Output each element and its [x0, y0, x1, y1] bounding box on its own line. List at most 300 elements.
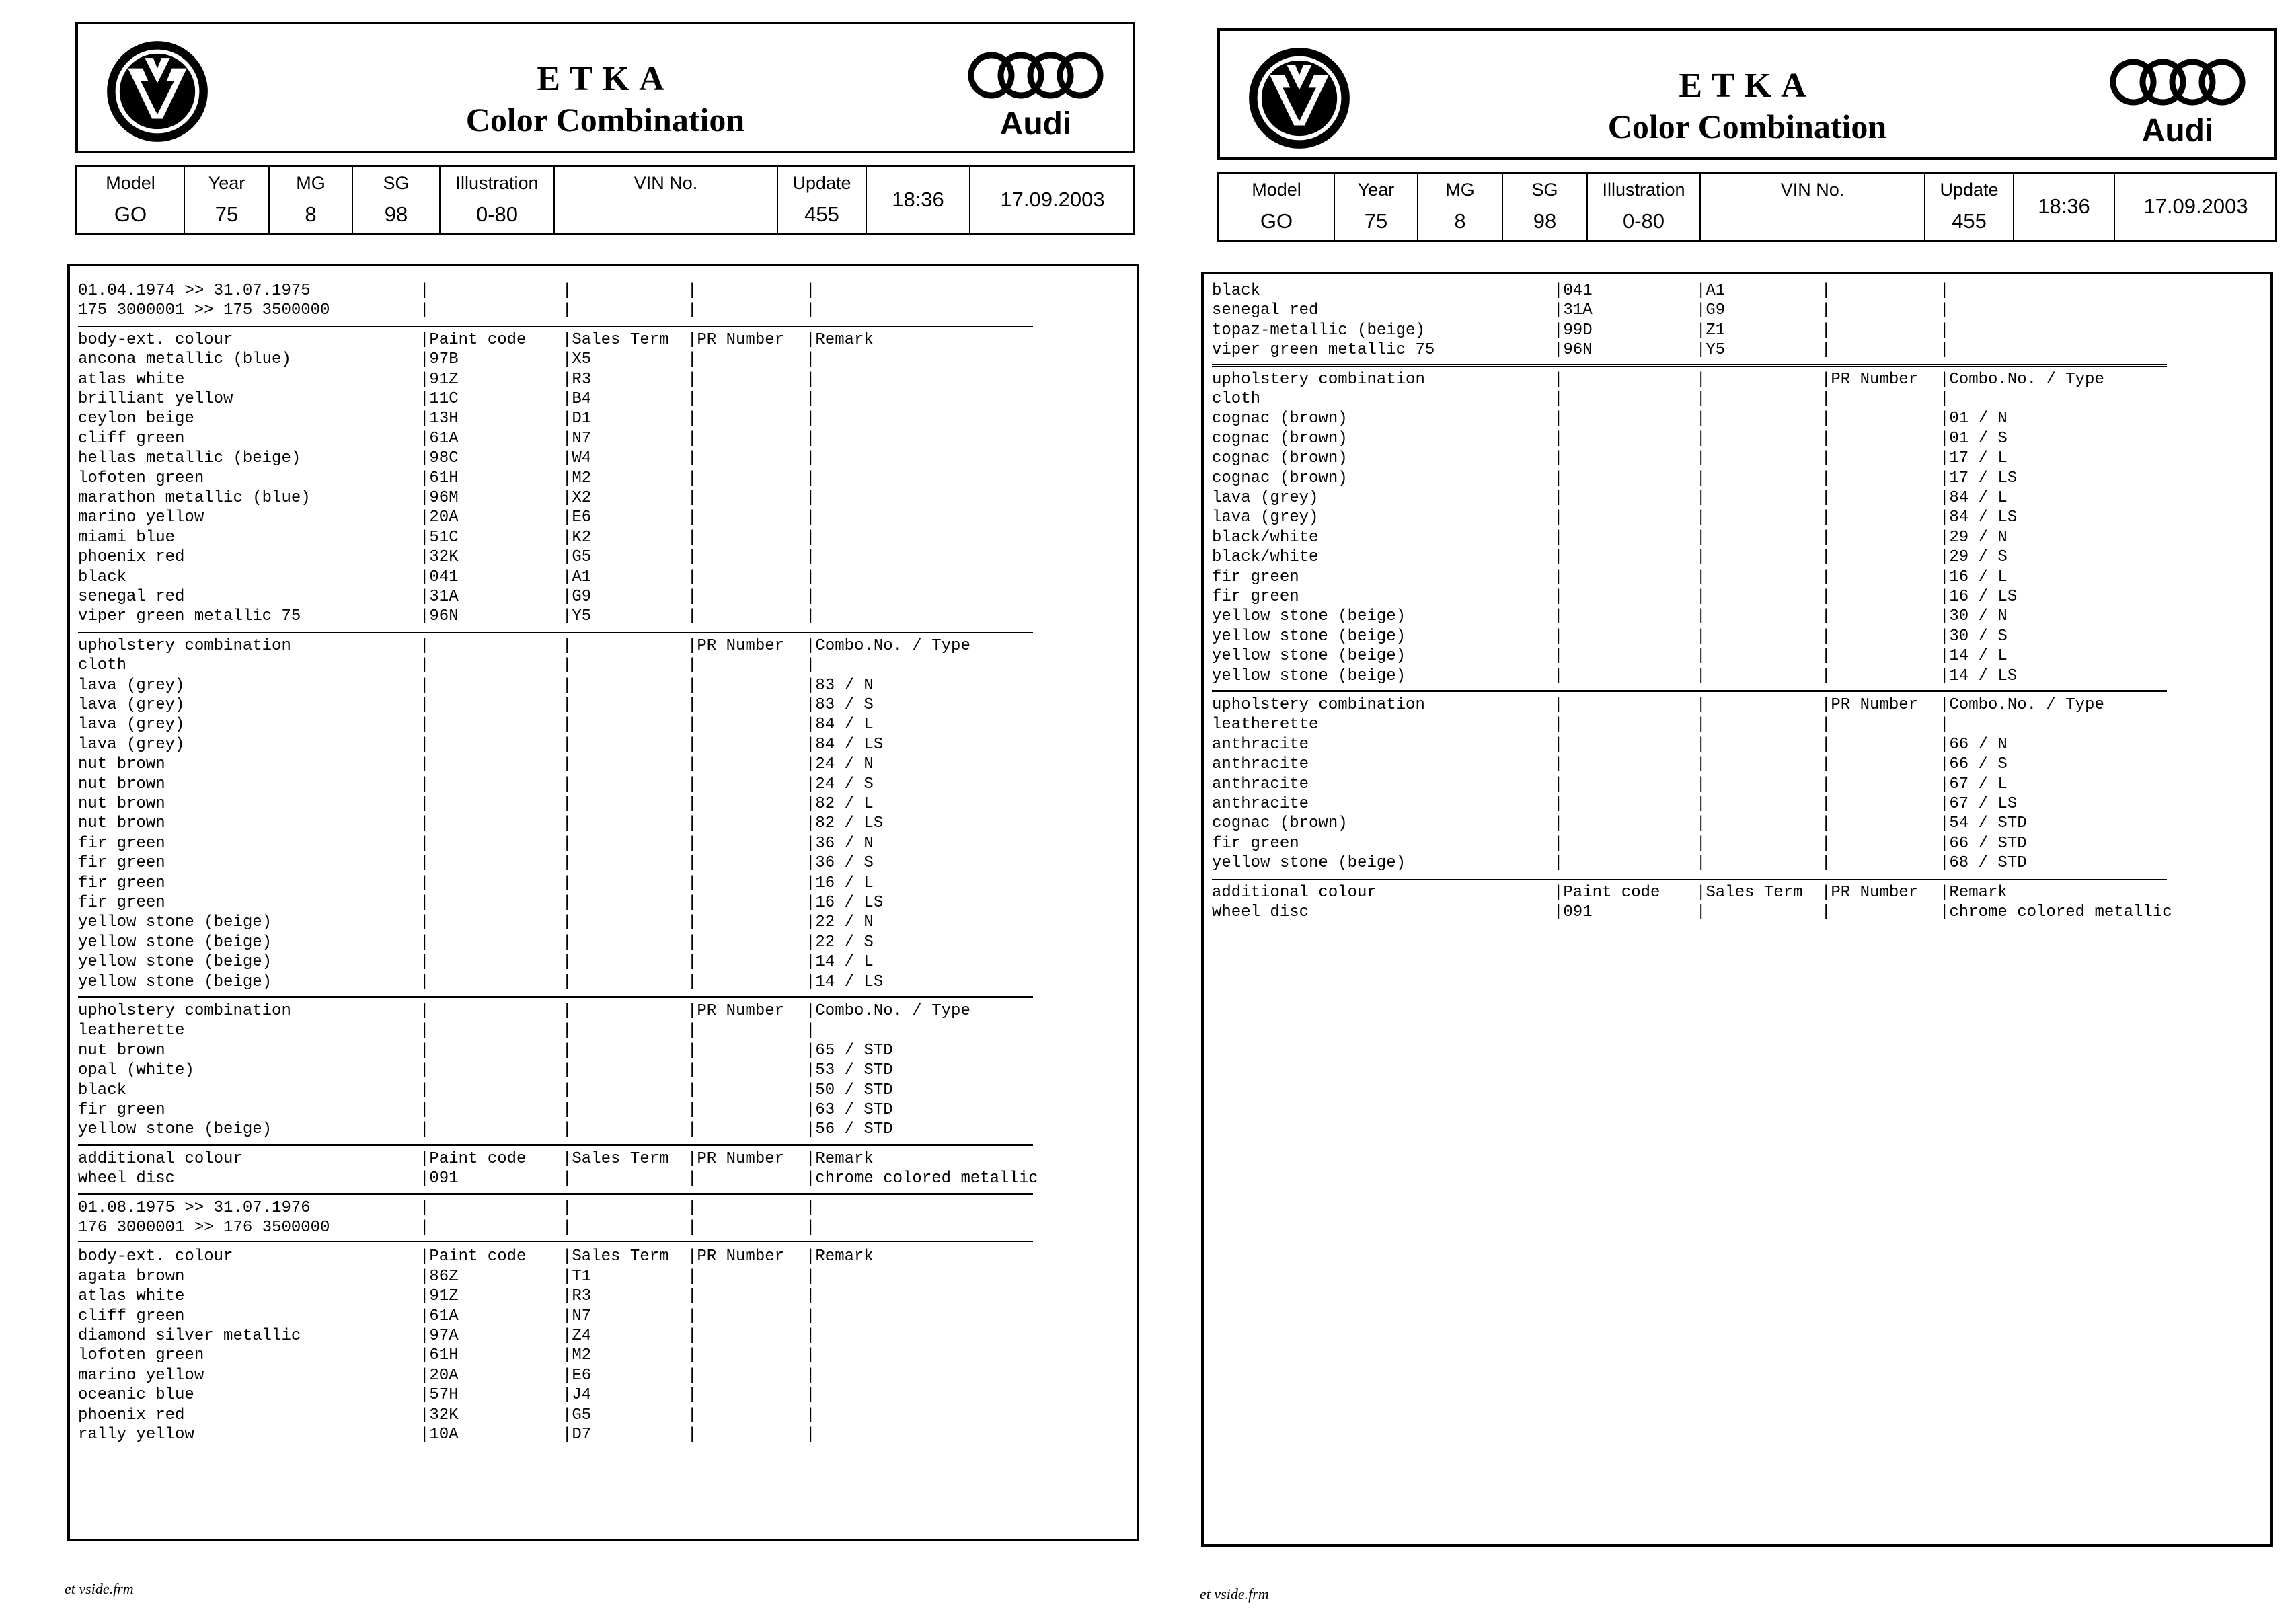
paint-code: | — [1554, 588, 1564, 606]
paint-code: | — [420, 1041, 430, 1060]
remark: |01 / N — [1940, 410, 2007, 428]
pr-number: | — [1821, 755, 1831, 774]
pr-number: | — [687, 953, 697, 972]
paint-code: |98C — [420, 449, 459, 468]
remark: | — [806, 410, 816, 428]
remark: |84 / L — [806, 716, 874, 734]
pr-number: | — [1821, 410, 1831, 428]
sales-term: | — [562, 795, 572, 813]
pr-number: |PR Number — [687, 1002, 785, 1020]
remark: |82 / LS — [806, 814, 884, 833]
sales-term: |A1 — [1696, 282, 1726, 300]
item-name: lofoten green — [78, 1346, 204, 1365]
pr-number: | — [1821, 795, 1831, 813]
sales-term: | — [562, 933, 572, 952]
vin-cell: VIN No. — [555, 167, 778, 233]
paint-code: | — [420, 1198, 430, 1217]
paint-code: | — [420, 755, 430, 774]
item-name: anthracite — [1212, 755, 1309, 774]
item-name: ceylon beige — [78, 410, 194, 428]
item-name: wheel disc — [1212, 903, 1309, 921]
item-name: yellow stone (beige) — [78, 933, 272, 952]
item-name: leatherette — [78, 1022, 185, 1040]
pr-number: |PR Number — [1821, 696, 1919, 714]
remark: | — [806, 588, 816, 606]
item-name: fir green — [1212, 588, 1299, 606]
remark: | — [806, 449, 816, 468]
paint-code: | — [1554, 489, 1564, 507]
sales-term: | — [1696, 528, 1706, 547]
item-name: upholstery combination — [1212, 696, 1425, 714]
remark: |36 / N — [806, 834, 874, 853]
pr-number: | — [687, 1426, 697, 1444]
remark: | — [806, 1426, 816, 1444]
item-name: cognac (brown) — [1212, 410, 1348, 428]
sales-term: |M2 — [562, 1346, 592, 1365]
item-name: black — [1212, 282, 1261, 300]
sales-term: | — [562, 1041, 572, 1060]
sales-term: |M2 — [562, 469, 592, 488]
paint-code: | — [420, 735, 430, 754]
remark: |50 / STD — [806, 1081, 893, 1100]
item-name: black — [78, 568, 127, 586]
pr-number: | — [1821, 469, 1831, 488]
pr-number: | — [687, 1120, 697, 1139]
pr-number: | — [687, 1198, 697, 1217]
sales-term: | — [562, 1061, 572, 1080]
item-name: yellow stone (beige) — [78, 953, 272, 972]
sales-term: | — [1696, 775, 1706, 794]
remark: | — [806, 528, 816, 547]
remark: | — [1940, 716, 1950, 734]
pr-number: | — [1821, 568, 1831, 586]
pr-number: | — [1821, 854, 1831, 873]
pr-number: | — [687, 1219, 697, 1237]
remark: |14 / L — [1940, 647, 2007, 666]
title-line-2: Color Combination — [465, 101, 745, 139]
sales-term: |X5 — [562, 350, 592, 369]
pr-number: | — [687, 1041, 697, 1060]
remark: | — [806, 548, 816, 567]
footer-form-name: et vside.frm — [65, 1580, 134, 1597]
pr-number: | — [687, 1386, 697, 1405]
paint-code: | — [1554, 647, 1564, 666]
sales-term: | — [1696, 755, 1706, 774]
item-name: lava (grey) — [78, 676, 185, 695]
item-name: marathon metallic (blue) — [78, 489, 311, 507]
paint-code: |20A — [420, 1366, 459, 1385]
pr-number: | — [1821, 814, 1831, 833]
title-line-1: ETKA — [1679, 67, 1816, 105]
item-name: yellow stone (beige) — [1212, 607, 1406, 626]
remark: | — [806, 1346, 816, 1365]
item-name: opal (white) — [78, 1061, 194, 1080]
sales-term: | — [562, 972, 572, 991]
item-name: lava (grey) — [1212, 489, 1319, 507]
sales-term: | — [562, 913, 572, 932]
paint-code: |31A — [1554, 301, 1593, 320]
sales-term: | — [1696, 469, 1706, 488]
item-name: hellas metallic (beige) — [78, 449, 301, 468]
item-name: anthracite — [1212, 795, 1309, 813]
item-name: black — [78, 1081, 127, 1100]
pr-number: | — [687, 913, 697, 932]
pr-number: | — [1821, 390, 1831, 408]
remark: |83 / N — [806, 676, 874, 695]
remark: |67 / LS — [1940, 795, 2018, 813]
remark: |84 / L — [1940, 489, 2007, 507]
pr-number: | — [1821, 903, 1831, 921]
paint-code: | — [420, 301, 430, 320]
remark: |66 / STD — [1940, 834, 2027, 853]
sales-term: | — [562, 656, 572, 675]
sales-term: | — [1696, 588, 1706, 606]
remark: |29 / S — [1940, 548, 2007, 567]
paint-code: |96M — [420, 489, 459, 507]
item-name: lava (grey) — [1212, 508, 1319, 527]
paint-code: | — [420, 636, 430, 655]
item-name: senegal red — [1212, 301, 1319, 320]
audi-wordmark: Audi — [2141, 113, 2214, 149]
item-name: diamond silver metallic — [78, 1327, 301, 1345]
item-name: yellow stone (beige) — [78, 1120, 272, 1139]
pr-number: | — [1821, 666, 1831, 685]
remark: | — [806, 350, 816, 369]
item-name: lava (grey) — [78, 735, 185, 754]
remark: |65 / STD — [806, 1041, 893, 1060]
remark: |17 / LS — [1940, 469, 2018, 488]
section-separator — [78, 325, 1033, 327]
date-cell: 17.09.2003 — [2143, 194, 2248, 218]
sales-term: | — [1696, 666, 1706, 685]
remark: |16 / L — [1940, 568, 2007, 586]
sales-term: | — [562, 1169, 572, 1188]
sales-term: |W4 — [562, 449, 592, 468]
sales-term: |J4 — [562, 1386, 592, 1405]
header-box — [75, 22, 1135, 153]
sales-term: | — [562, 696, 572, 714]
item-name: senegal red — [78, 588, 185, 606]
pr-number: | — [1821, 282, 1831, 300]
paint-code: | — [1554, 854, 1564, 873]
remark: |84 / LS — [806, 735, 884, 754]
paint-code: |041 — [420, 568, 459, 586]
footer-form-name: et vside.frm — [1200, 1586, 1269, 1603]
sales-term: | — [562, 814, 572, 833]
item-name: fir green — [1212, 568, 1299, 586]
paint-code: | — [1554, 390, 1564, 408]
sales-term: | — [1696, 834, 1706, 853]
remark: |Combo.No. / Type — [1940, 370, 2104, 389]
sales-term: | — [1696, 410, 1706, 428]
section-separator — [1212, 878, 2167, 880]
item-name: 01.08.1975 >> 31.07.1976 — [78, 1198, 311, 1217]
pr-number: | — [687, 676, 697, 695]
pr-number: | — [687, 1287, 697, 1306]
sales-term: |D7 — [562, 1426, 592, 1444]
paint-code: | — [420, 1120, 430, 1139]
pr-number: | — [687, 301, 697, 320]
pr-number: | — [687, 429, 697, 448]
paint-code: |61H — [420, 469, 459, 488]
sales-term: |T1 — [562, 1267, 592, 1286]
section-separator — [78, 1144, 1033, 1146]
sales-term: | — [562, 874, 572, 892]
item-name: fir green — [1212, 834, 1299, 853]
sales-term: | — [1696, 627, 1706, 646]
pr-number: | — [687, 370, 697, 389]
paint-code: |Paint code — [420, 1149, 527, 1168]
sales-term: | — [562, 1219, 572, 1237]
paint-code: |13H — [420, 410, 459, 428]
sales-term: | — [562, 834, 572, 853]
remark: | — [806, 1267, 816, 1286]
time-cell: 18:36 — [867, 167, 970, 233]
item-name: upholstery combination — [78, 636, 291, 655]
remark: | — [806, 568, 816, 586]
item-name: cloth — [1212, 390, 1261, 408]
remark: |chrome colored metallic — [806, 1169, 1038, 1188]
year-cell: Year 75 — [185, 167, 270, 233]
paint-code: | — [1554, 429, 1564, 448]
paint-code: |97B — [420, 350, 459, 369]
remark: | — [806, 469, 816, 488]
sales-term: | — [1696, 814, 1706, 833]
pr-number: | — [687, 874, 697, 892]
paint-code: | — [420, 913, 430, 932]
pr-number: | — [1821, 735, 1831, 754]
remark: | — [1940, 301, 1950, 320]
pr-number: | — [687, 282, 697, 300]
sales-term: |N7 — [562, 1307, 592, 1325]
sales-term: | — [1696, 607, 1706, 626]
item-name: nut brown — [78, 775, 165, 794]
sales-term: | — [562, 1198, 572, 1217]
remark: | — [1940, 390, 1950, 408]
pr-number: | — [1821, 775, 1831, 794]
sales-term: | — [1696, 390, 1706, 408]
item-name: rally yellow — [78, 1426, 194, 1444]
mg-cell: MG 8 — [1418, 174, 1503, 240]
remark: | — [806, 1386, 816, 1405]
pr-number: | — [687, 350, 697, 369]
paint-code: |96N — [1554, 341, 1593, 360]
title-line-2: Color Combination — [1607, 108, 1887, 145]
pr-number: | — [687, 1327, 697, 1345]
remark: |68 / STD — [1940, 854, 2027, 873]
paint-code: | — [1554, 795, 1564, 813]
update-cell: Update 455 — [778, 167, 867, 233]
sales-term: | — [562, 775, 572, 794]
remark: | — [806, 607, 816, 626]
item-name: fir green — [78, 874, 165, 892]
paint-code: |32K — [420, 1405, 459, 1424]
item-name: cognac (brown) — [1212, 429, 1348, 448]
remark: | — [806, 370, 816, 389]
paint-code: | — [420, 953, 430, 972]
pr-number: |PR Number — [1821, 370, 1919, 389]
item-name: wheel disc — [78, 1169, 176, 1188]
sales-term: |N7 — [562, 429, 592, 448]
vin-cell: VIN No. — [1701, 174, 1925, 240]
paint-code: |11C — [420, 390, 459, 408]
paint-code: | — [420, 854, 430, 873]
paint-code: | — [1554, 755, 1564, 774]
time-cell: 18:36 — [2014, 174, 2115, 240]
remark: |Combo.No. / Type — [806, 636, 970, 655]
pr-number: | — [687, 1081, 697, 1100]
item-name: black/white — [1212, 528, 1319, 547]
title-line-1: ETKA — [537, 60, 674, 98]
item-name: 175 3000001 >> 175 3500000 — [78, 301, 330, 320]
remark: |Combo.No. / Type — [806, 1002, 970, 1020]
remark: | — [1940, 341, 1950, 360]
pr-number: | — [1821, 429, 1831, 448]
remark: | — [806, 1327, 816, 1345]
section-separator — [1212, 690, 2167, 692]
pr-number: | — [687, 775, 697, 794]
pr-number: | — [1821, 301, 1831, 320]
sales-term: |D1 — [562, 410, 592, 428]
sales-term: |Sales Term — [562, 1247, 669, 1266]
sales-term: | — [1696, 795, 1706, 813]
item-name: lava (grey) — [78, 716, 185, 734]
sales-term: | — [1696, 696, 1706, 714]
paint-code: | — [1554, 696, 1564, 714]
item-name: fir green — [78, 854, 165, 873]
pr-number: |PR Number — [687, 1149, 785, 1168]
sales-term: | — [1696, 370, 1706, 389]
pr-number: | — [1821, 489, 1831, 507]
sales-term: |Sales Term — [562, 1149, 669, 1168]
sales-term: |E6 — [562, 508, 592, 527]
pr-number: | — [687, 410, 697, 428]
remark: |16 / LS — [1940, 588, 2018, 606]
update-cell: Update 455 — [1925, 174, 2014, 240]
remark: | — [806, 1366, 816, 1385]
pr-number: | — [1821, 548, 1831, 567]
paint-code: | — [420, 775, 430, 794]
item-name: nut brown — [78, 814, 165, 833]
remark: | — [806, 1307, 816, 1325]
audi-logo — [2106, 55, 2249, 149]
remark: |54 / STD — [1940, 814, 2027, 833]
sales-term: |Sales Term — [1696, 883, 1803, 902]
sales-term: |G5 — [562, 1405, 592, 1424]
pr-number: | — [687, 1366, 697, 1385]
pr-number: | — [687, 390, 697, 408]
remark: | — [806, 656, 816, 675]
sales-term: | — [562, 953, 572, 972]
item-name: fir green — [78, 834, 165, 853]
pr-number: | — [687, 588, 697, 606]
paint-code: | — [1554, 449, 1564, 468]
paint-code: |Paint code — [420, 1247, 527, 1266]
item-name: 01.04.1974 >> 31.07.1975 — [78, 282, 311, 300]
item-name: nut brown — [78, 1041, 165, 1060]
paint-code: |86Z — [420, 1267, 459, 1286]
pr-number: | — [687, 1346, 697, 1365]
item-name: yellow stone (beige) — [1212, 666, 1406, 685]
remark: | — [806, 390, 816, 408]
paint-code: |51C — [420, 528, 459, 547]
sales-term: | — [562, 894, 572, 912]
sales-term: | — [1696, 568, 1706, 586]
pr-number: | — [1821, 607, 1831, 626]
pr-number: |PR Number — [687, 636, 785, 655]
paint-code: | — [1554, 370, 1564, 389]
sales-term: | — [1696, 716, 1706, 734]
paint-code: | — [1554, 834, 1564, 853]
item-name: yellow stone (beige) — [78, 913, 272, 932]
item-name: lofoten green — [78, 469, 204, 488]
item-name: cognac (brown) — [1212, 449, 1348, 468]
item-name: leatherette — [1212, 716, 1319, 734]
paint-code: | — [420, 972, 430, 991]
sales-term: | — [562, 301, 572, 320]
pr-number: | — [1821, 588, 1831, 606]
item-name: upholstery combination — [78, 1002, 291, 1020]
sales-term: |K2 — [562, 528, 592, 547]
remark: |22 / N — [806, 913, 874, 932]
pr-number: | — [687, 735, 697, 754]
sales-term: | — [1696, 548, 1706, 567]
paint-code: | — [1554, 548, 1564, 567]
sales-term: | — [562, 716, 572, 734]
sales-term: | — [562, 854, 572, 873]
sales-term: | — [562, 282, 572, 300]
remark: | — [806, 1022, 816, 1040]
item-name: cliff green — [78, 1307, 185, 1325]
item-name: yellow stone (beige) — [78, 972, 272, 991]
sales-term: | — [1696, 429, 1706, 448]
remark: |17 / L — [1940, 449, 2007, 468]
item-name: cloth — [78, 656, 127, 675]
item-name: fir green — [78, 894, 165, 912]
header-box — [1217, 28, 2277, 160]
color-listing-left — [67, 264, 1139, 1541]
remark: |Remark — [1940, 883, 2007, 902]
paint-code: | — [420, 1081, 430, 1100]
pr-number: | — [687, 1267, 697, 1286]
pr-number: | — [687, 449, 697, 468]
item-name: agata brown — [78, 1267, 185, 1286]
sales-term: | — [1696, 903, 1706, 921]
pr-number: | — [687, 656, 697, 675]
pr-number: | — [687, 489, 697, 507]
paint-code: | — [1554, 508, 1564, 527]
paint-code: | — [1554, 607, 1564, 626]
illustration-cell: Illustration 0-80 — [1588, 174, 1701, 240]
pr-number: | — [687, 716, 697, 734]
remark: |56 / STD — [806, 1120, 893, 1139]
paint-code: |91Z — [420, 1287, 459, 1306]
paint-code: | — [1554, 469, 1564, 488]
paint-code: | — [420, 814, 430, 833]
section-separator — [78, 631, 1033, 633]
pr-number: | — [687, 854, 697, 873]
sales-term: |B4 — [562, 390, 592, 408]
paint-code: | — [420, 716, 430, 734]
sg-cell: SG 98 — [353, 167, 441, 233]
paint-code: | — [1554, 410, 1564, 428]
sales-term: |G9 — [1696, 301, 1726, 320]
item-name: anthracite — [1212, 775, 1309, 794]
sales-term: | — [562, 636, 572, 655]
paint-code: | — [1554, 775, 1564, 794]
sales-term: |Sales Term — [562, 330, 669, 349]
sales-term: |Z1 — [1696, 321, 1726, 340]
